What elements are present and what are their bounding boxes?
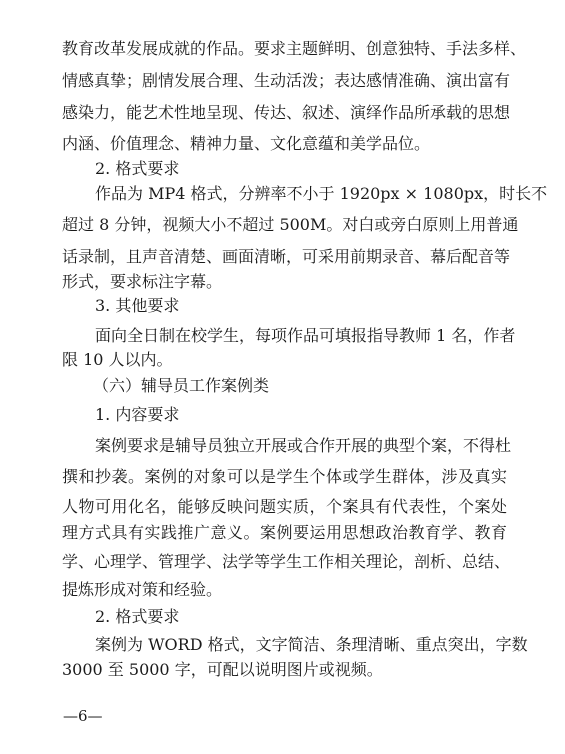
body-text-line: 撰和抄袭。案例的对象可以是学生个体或学生群体，涉及真实: [62, 467, 507, 486]
section-heading: 3. 其他要求: [95, 296, 180, 315]
section-heading: 1. 内容要求: [95, 405, 180, 424]
body-text-line: 形式，要求标注字幕。: [62, 272, 223, 291]
body-text-line: 理方式具有实践推广意义。案例要运用思想政治教育学、教育: [62, 523, 507, 542]
body-text-line: 案例要求是辅导员独立开展或合作开展的典型个案，不得杜: [95, 436, 512, 455]
body-text-line: 3000 至 5000 字，可配以说明图片或视频。: [62, 660, 383, 679]
body-text-line: 情感真挚；剧情发展合理、生动活泼；表达感情准确、演出富有: [62, 71, 511, 90]
category-heading: （六）辅导员工作案例类: [93, 376, 270, 395]
body-text-line: 人物可用化名，能够反映问题实质，个案具有代表性，个案处: [62, 497, 507, 516]
body-text-line: 超过 8 分钟，视频大小不超过 500M。对白或旁白原则上用普通: [62, 215, 519, 234]
body-text-line: 案例为 WORD 格式，文字简洁、条理清晰、重点突出，字数: [95, 635, 528, 654]
body-text-line: 感染力，能艺术性地呈现、传达、叙述、演绎作品所承载的思想: [62, 103, 511, 122]
body-text-line: 内涵、价值理念、精神力量、文化意蕴和美学品位。: [62, 134, 431, 153]
body-text-line: 话录制，且声音清楚、画面清晰，可采用前期录音、幕后配音等: [62, 247, 511, 266]
section-heading: 2. 格式要求: [95, 607, 180, 626]
body-text-line: 学、心理学、管理学、法学等学生工作相关理论，剖析、总结、: [62, 552, 511, 571]
body-text-line: 提炼形成对策和经验。: [62, 580, 223, 599]
body-text-line: 作品为 MP4 格式，分辨率不小于 1920px × 1080px，时长不: [95, 184, 548, 203]
section-heading: 2. 格式要求: [95, 159, 180, 178]
body-text-line: 限 10 人以内。: [62, 350, 173, 369]
page-number: —6—: [63, 707, 103, 725]
body-text-line: 面向全日制在校学生，每项作品可填报指导教师 1 名，作者: [95, 326, 516, 345]
body-text-line: 教育改革发展成就的作品。要求主题鲜明、创意独特、手法多样、: [62, 39, 527, 58]
